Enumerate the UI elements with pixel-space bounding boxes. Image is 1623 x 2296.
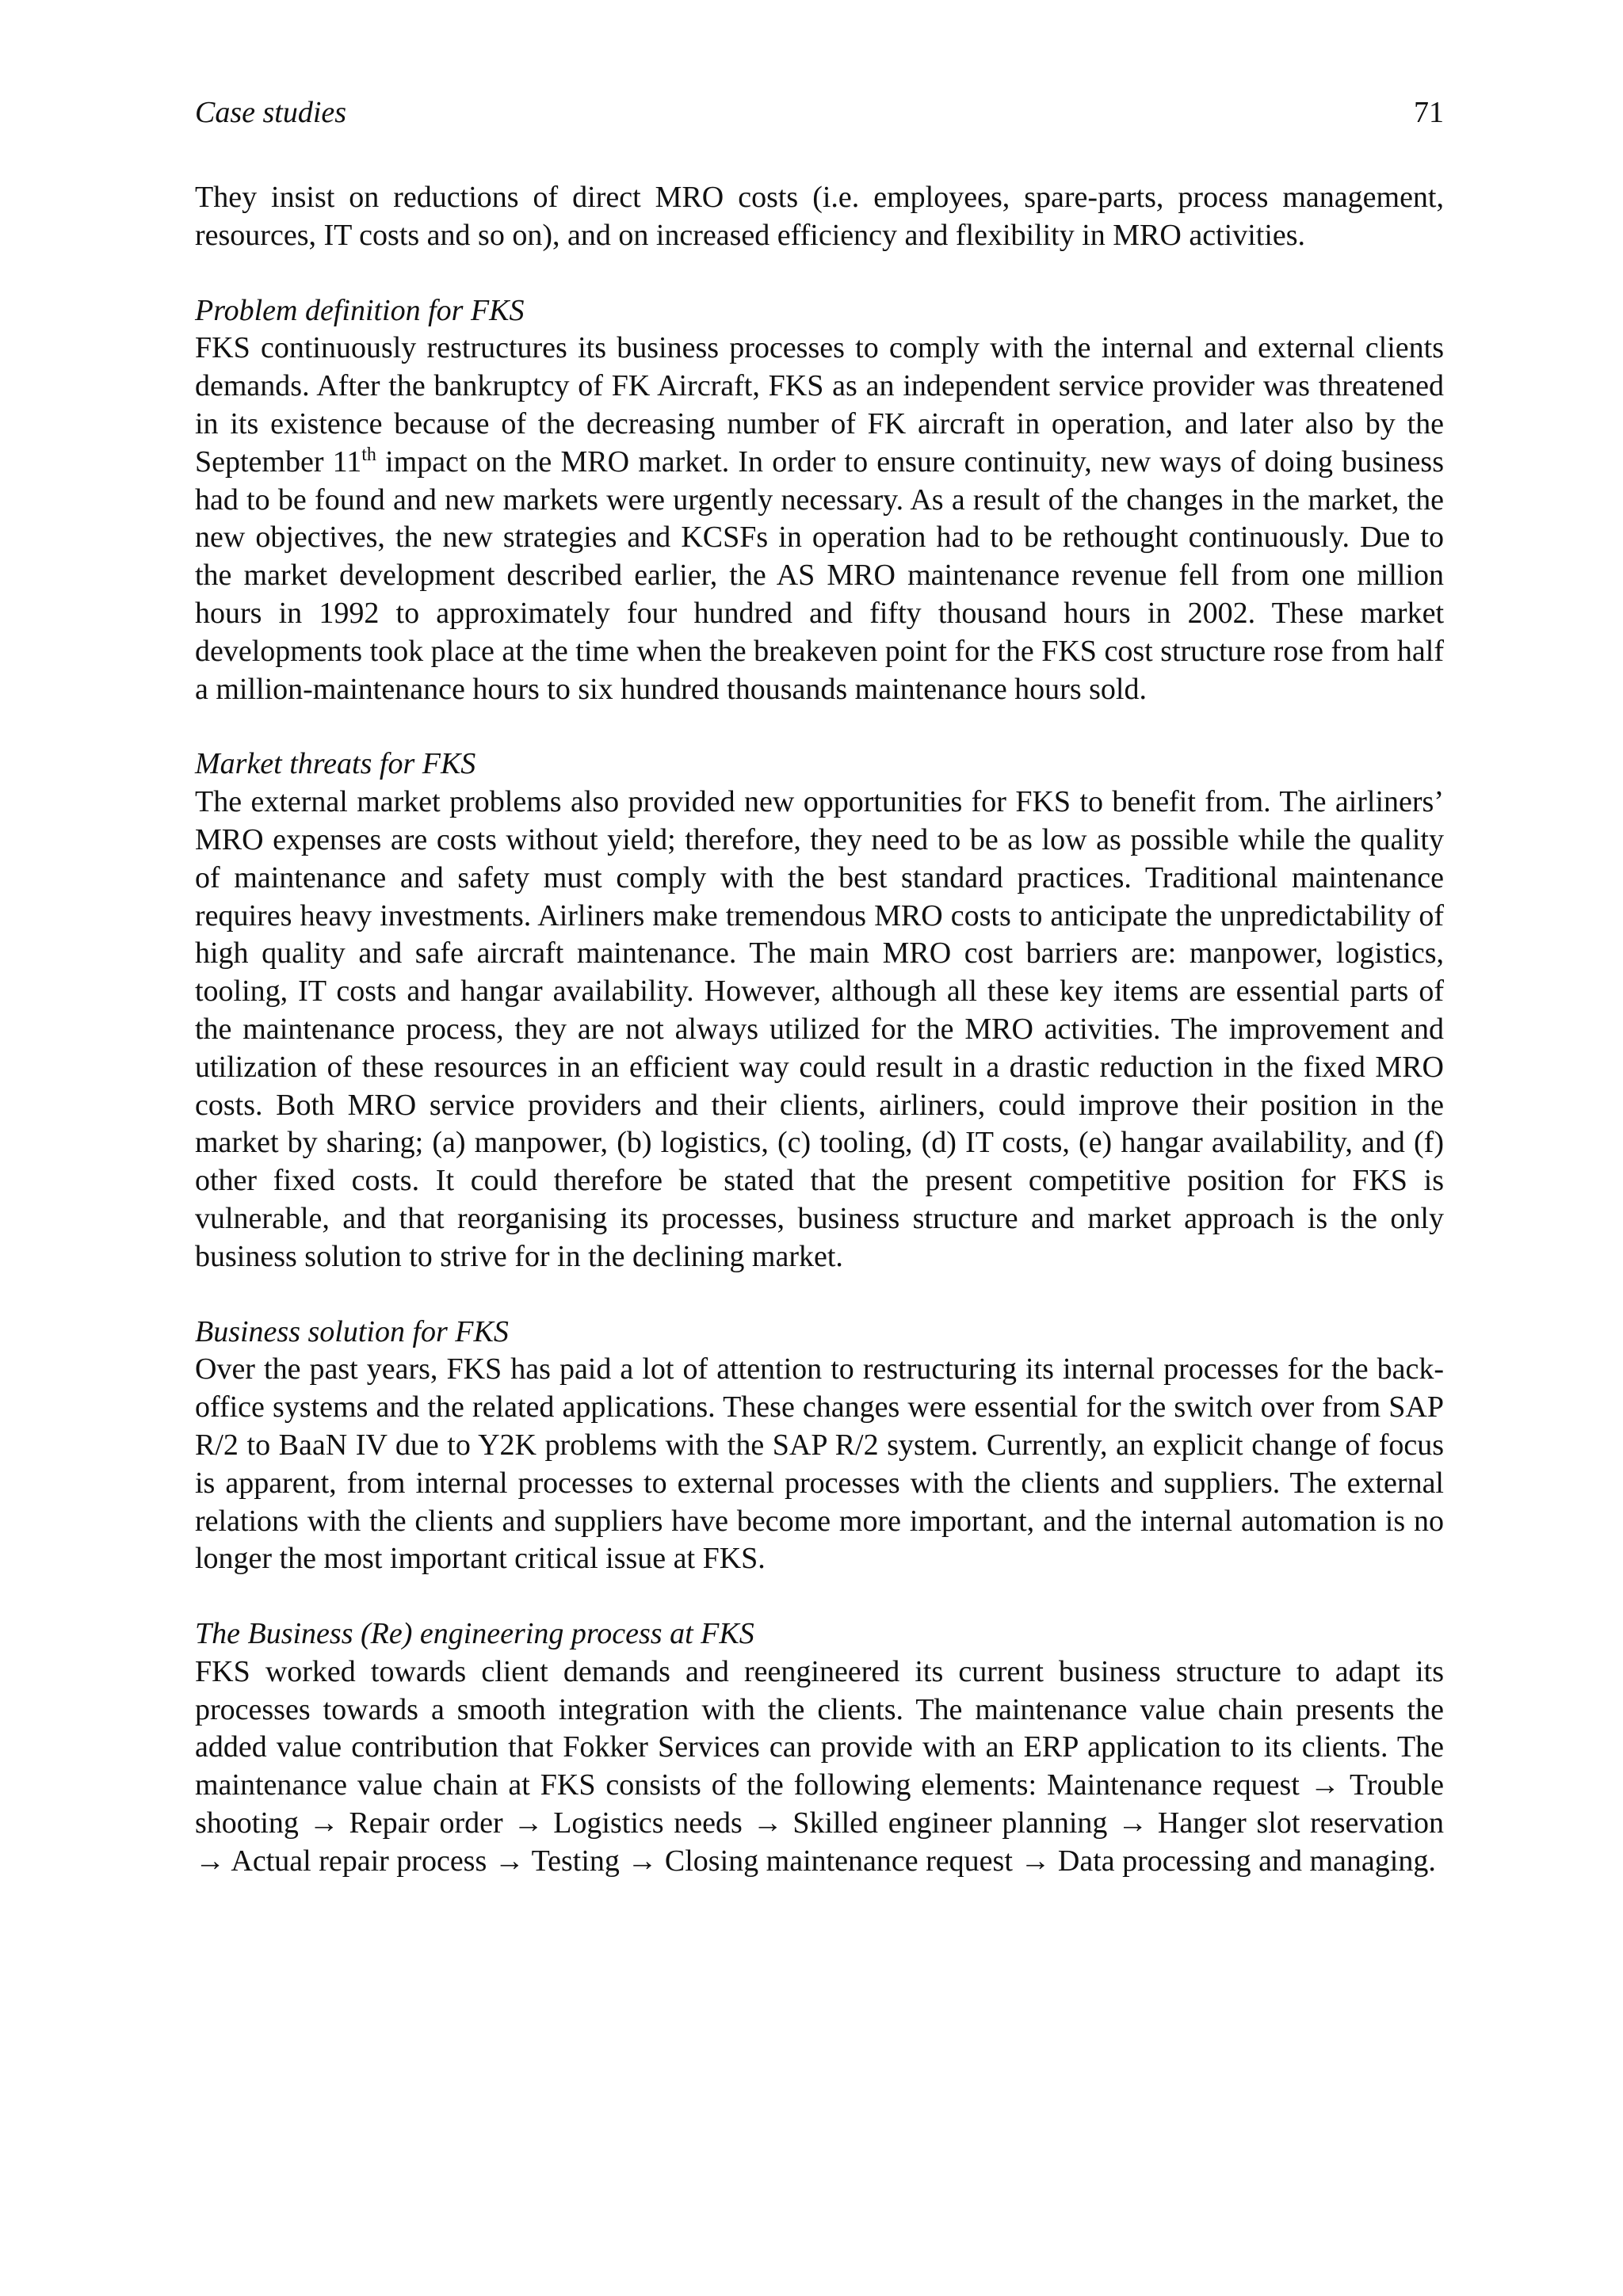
solution-section: [195, 1314, 1444, 1579]
reengineering-section: [195, 1615, 1444, 1881]
problem-heading: Problem definition for FKS: [195, 293, 525, 327]
ordinal-superscript: th: [361, 444, 376, 465]
intro-paragraph: They insist on reductions of direct MRO costs (i.e. employees, spare-parts, process management, resources, IT costs and so on), and on increased efficiency and flexibility in MRO activities.: [195, 181, 1444, 252]
page: [195, 93, 1444, 1918]
page-number: 71: [1414, 96, 1444, 129]
problem-paragraph: [195, 330, 1444, 708]
threats-section: [195, 746, 1444, 1276]
solution-paragraph: Over the past years, FKS has paid a lot of attention to restructuring its internal processes for the back-office systems and the related applications. These changes were essential for the switch over from SAP R/2 to BaaN IV due to Y2K problems with the SAP R/2 system. Currently, an explicit change of focus is apparent, from internal processes to external processes with the clients and suppliers. The external relations with the clients and suppliers have become more important, and the internal automation is no longer the most important critical issue at FKS.: [195, 1352, 1444, 1576]
threats-heading: Market threats for FKS: [195, 747, 476, 781]
threats-paragraph: The external market problems also provided new opportunities for FKS to benefit from. The airliners’ MRO expenses are costs without yield; therefore, they need to be as low as possible while the quality of maintenance and safety must comply with the best standard practices. Traditional maintenance requires heavy investments. Airliners make tremendous MRO costs to anticipate the unpredictability of high quality and safe aircraft maintenance. The main MRO cost barriers are: manpower, logistics, tooling, IT costs and hangar availability. However, although all these key items are essential parts of the maintenance process, they are not always utilized for the MRO activities. The improvement and utilization of these resources in an efficient way could result in a drastic reduction in the fixed MRO costs. Both MRO service providers and their clients, airliners, could improve their position in the market by sharing; (a) manpower, (b) logistics, (c) tooling, (d) IT costs, (e) hangar availability, and (f) other fixed costs. It could therefore be stated that the present competitive position for FKS is vulnerable, and that reorganising its processes, business structure and market approach is the only business solution to strive for in the declining market.: [195, 785, 1444, 1273]
reengineering-paragraph: FKS worked towards client demands and reengineered its current business structure to adapt its processes towards a smooth integration with the clients. The maintenance value chain presents the added value contribution that Fokker Services can provide with an ERP application to its clients. The maintenance value chain at FKS consists of the following elements: Maintenance request → Trouble shooting → Repair order → Logistics needs → Skilled engineer planning → Hanger slot reservation → Actual repair process → Testing → Closing maintenance request → Data processing and managing.: [195, 1654, 1444, 1878]
running-header: [195, 93, 1444, 132]
reengineering-heading: The Business (Re) engineering process at FKS: [195, 1617, 754, 1651]
solution-heading: Business solution for FKS: [195, 1314, 509, 1348]
section-title: Case studies: [195, 96, 347, 129]
problem-section: [195, 292, 1444, 709]
problem-text-start: FKS continuously restructures its business processes to comply with the internal and external clients demands. After the bankruptcy of FK Aircraft, FKS as an independent service provider was threatened in its existence because of the decreasing number of FK aircraft in operation, and later also by the September 11: [195, 331, 1444, 479]
intro-section: [195, 179, 1444, 255]
problem-text-end: impact on the MRO market. In order to ensure continuity, new ways of doing business had to be found and new markets were urgently necessary. As a result of the changes in the market, the new objectives, the new strategies and KCSFs in operation had to be rethought continuously. Due to the market development described earlier, the AS MRO maintenance revenue fell from one million hours in 1992 to approximately four hundred and fifty thousand hours in 2002. These market developments took place at the time when the breakeven point for the FKS cost structure rose from half a million-maintenance hours to six hundred thousands maintenance hours sold.: [195, 444, 1444, 706]
